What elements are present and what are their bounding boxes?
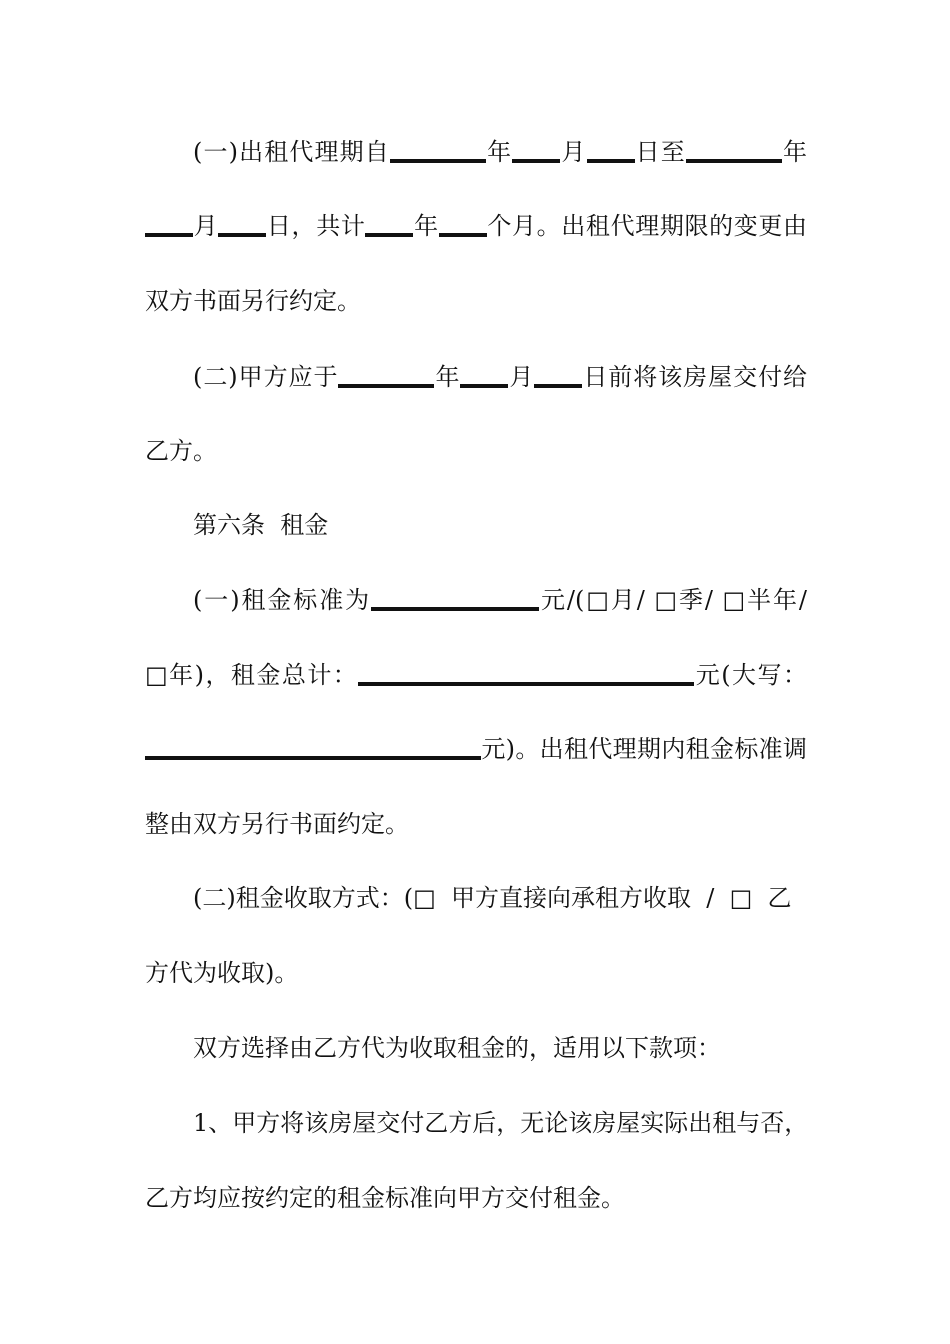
handover-label: (二)甲方应于 bbox=[193, 363, 339, 391]
year-label: 年 bbox=[434, 363, 461, 391]
end-year-blank bbox=[686, 159, 782, 163]
month-label: 月 bbox=[193, 212, 219, 240]
agent-collection-intro bbox=[193, 1030, 807, 1066]
day-total-label: 日，共计 bbox=[266, 212, 366, 240]
end-month-blank bbox=[145, 233, 193, 237]
article-6-heading bbox=[193, 507, 807, 543]
rent-period-options: 元/(□月/ □季/ □半年/ bbox=[539, 586, 807, 614]
handover-text: 日前将该房屋交付给 bbox=[582, 363, 808, 391]
paragraph-text: 双方选择由乙方代为收取租金的，适用以下款项： bbox=[193, 1034, 721, 1062]
rent-capital-blank bbox=[145, 756, 481, 760]
year-label: 年 bbox=[413, 212, 439, 240]
paragraph-text: 乙方均应按约定的租金标准向甲方交付租金。 bbox=[145, 1184, 625, 1212]
rent-total-label: □年)，租金总计： bbox=[145, 661, 359, 689]
rent-amount-blank bbox=[371, 607, 539, 611]
rent-standard-line-3 bbox=[145, 731, 807, 767]
handover-year-blank bbox=[338, 384, 434, 388]
rent-collection-line-1 bbox=[193, 880, 807, 916]
clause-1-line-2 bbox=[145, 1180, 807, 1216]
paragraph-text: 双方书面另行约定。 bbox=[145, 287, 361, 315]
paragraph-text: 乙方。 bbox=[145, 437, 217, 465]
start-day-blank bbox=[587, 159, 635, 163]
article-title: 第六条 租金 bbox=[193, 511, 329, 539]
total-months-blank bbox=[439, 233, 487, 237]
paragraph-text: 整由双方另行书面约定。 bbox=[145, 810, 409, 838]
handover-line-1 bbox=[193, 359, 807, 395]
rent-standard-line-4 bbox=[145, 806, 807, 842]
paragraph-text: 元)。出租代理期内租金标准调 bbox=[481, 735, 807, 763]
rent-total-blank bbox=[358, 682, 694, 686]
clause-1-line-1 bbox=[193, 1105, 807, 1141]
day-to-label: 日至 bbox=[634, 138, 686, 166]
year-label: 年 bbox=[781, 138, 808, 166]
months-text: 个月。出租代理期限的变更由 bbox=[486, 212, 808, 240]
rent-standard-label: (一)租金标准为 bbox=[193, 586, 372, 614]
rent-standard-line-1 bbox=[193, 582, 807, 618]
month-label: 月 bbox=[508, 363, 535, 391]
paragraph-text: (二)租金收取方式：(□ 甲方直接向承租方收取 / □ 乙 bbox=[193, 884, 792, 912]
handover-day-blank bbox=[534, 384, 582, 388]
rent-standard-line-2 bbox=[145, 657, 807, 693]
lease-term-line-1 bbox=[193, 134, 807, 170]
lease-term-start-label: (一)出租代理期自 bbox=[193, 138, 390, 166]
lease-term-line-3 bbox=[145, 283, 807, 319]
paragraph-text: 方代为收取)。 bbox=[145, 959, 299, 987]
month-label: 月 bbox=[560, 138, 587, 166]
start-month-blank bbox=[512, 159, 560, 163]
rent-collection-line-2 bbox=[145, 955, 807, 991]
total-years-blank bbox=[365, 233, 413, 237]
handover-line-2 bbox=[145, 433, 807, 469]
year-label: 年 bbox=[485, 138, 513, 166]
rent-capital-label: 元(大写： bbox=[694, 661, 807, 689]
start-year-blank bbox=[390, 159, 486, 163]
end-day-blank bbox=[218, 233, 266, 237]
lease-term-line-2 bbox=[145, 208, 807, 244]
paragraph-text: 1、甲方将该房屋交付乙方后，无论该房屋实际出租与否， bbox=[193, 1109, 809, 1137]
handover-month-blank bbox=[460, 384, 508, 388]
